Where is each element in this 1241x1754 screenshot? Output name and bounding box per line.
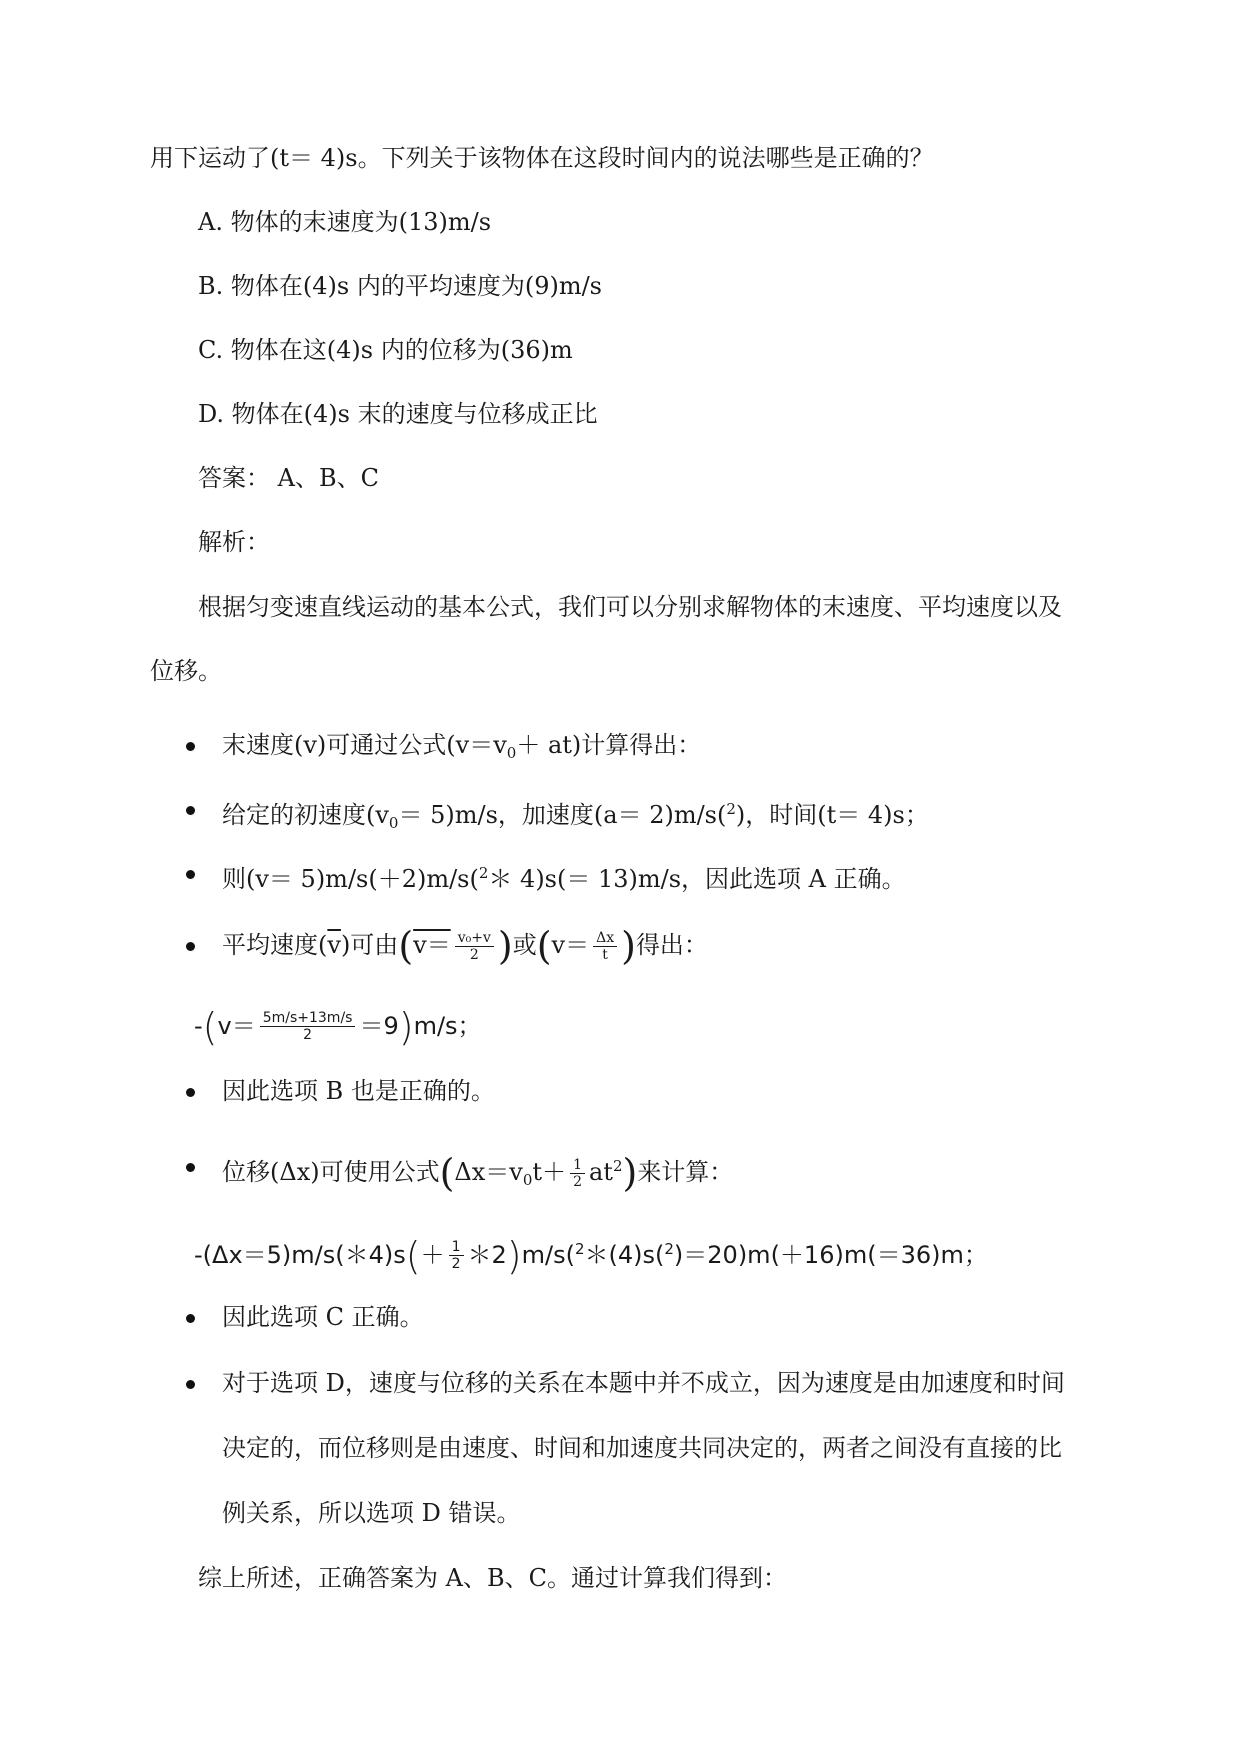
analysis-label: 解析： (198, 528, 270, 556)
bullet-icon (186, 870, 195, 879)
intro-line-1: 根据匀变速直线运动的基本公式，我们可以分别求解物体的末速度、平均速度以及 (198, 593, 1062, 621)
bullet-average-velocity: 平均速度$(\overline{v})$可由(v＝ $\frac{\text{v₀+v}}{2}$ )或(v＝ $\frac{\Delta x}{t}$ )得出： (222, 924, 708, 968)
bullet-option-d-line-2: 决定的，而位移则是由速度、时间和加速度共同决定的，两者之间没有直接的比 (222, 1434, 1062, 1462)
option-d: D. 物体在(4)s 末的速度与位移成正比 (198, 400, 598, 428)
bullet-calc-velocity: 则(v＝ 5)m/s(＋2)m/s($^2$＊ 4)s(＝ 13)m/s，因此选项 A 正确。 (222, 864, 906, 893)
bullet-option-b-correct: 因此选项 B 也是正确的。 (222, 1077, 495, 1105)
bullet-option-d-line-1: 对于选项 D，速度与位移的关系在本题中并不成立，因为速度是由加速度和时间 (222, 1369, 1065, 1397)
option-a: A. 物体的末速度为(13)m/s (198, 208, 492, 236)
bullet-displacement-formula: 位移(Δx)可使用公式($\Delta x=v_0t+$ $\frac{1}{2}$ $at^2$)来计算： (222, 1151, 734, 1195)
bullet-option-d-line-3: 例关系，所以选项 D 错误。 (222, 1499, 521, 1527)
bullet-option-c-correct: 因此选项 C 正确。 (222, 1303, 424, 1331)
calc-displacement: -(Δx＝5)m/s(＊4)s(＋ $\frac{1}{2}$ ＊2)m/s($^2$＊(4)s($^2$)＝20)m(＋16)m(＝36)m； (194, 1234, 988, 1278)
summary-line: 综上所述，正确答案为 A、B、C。通过计算我们得到： (198, 1564, 787, 1592)
question-tail: 用下运动了(t＝ 4)s。下列关于该物体在这段时间内的说法哪些是正确的？ (150, 144, 934, 172)
bullet-icon (186, 1380, 195, 1389)
option-b: B. 物体在(4)s 内的平均速度为(9)m/s (198, 272, 602, 300)
bullet-icon (186, 806, 195, 815)
bullet-given-values: 给定的初速度$(v_0= 5)m/s$，加速度(a＝ 2)m/s($^2$)，时间(t＝ 4)s； (222, 800, 929, 832)
calc-average-velocity: -(v＝ $\frac{5m/s+13m/s}{2}$ ＝9)m/s； (194, 1005, 482, 1049)
answer-line: 答案： A、B、C (198, 464, 379, 492)
bullet-icon (186, 742, 195, 751)
bullet-icon (186, 1088, 195, 1097)
bullet-icon (186, 1314, 195, 1323)
intro-line-2: 位移。 (150, 657, 222, 685)
option-c: C. 物体在这(4)s 内的位移为(36)m (198, 336, 573, 364)
bullet-final-velocity: 末速度(v)可通过公式$(v=v_0+ at)$计算得出： (222, 731, 702, 762)
bullet-icon (186, 942, 195, 951)
bullet-icon (186, 1163, 195, 1172)
